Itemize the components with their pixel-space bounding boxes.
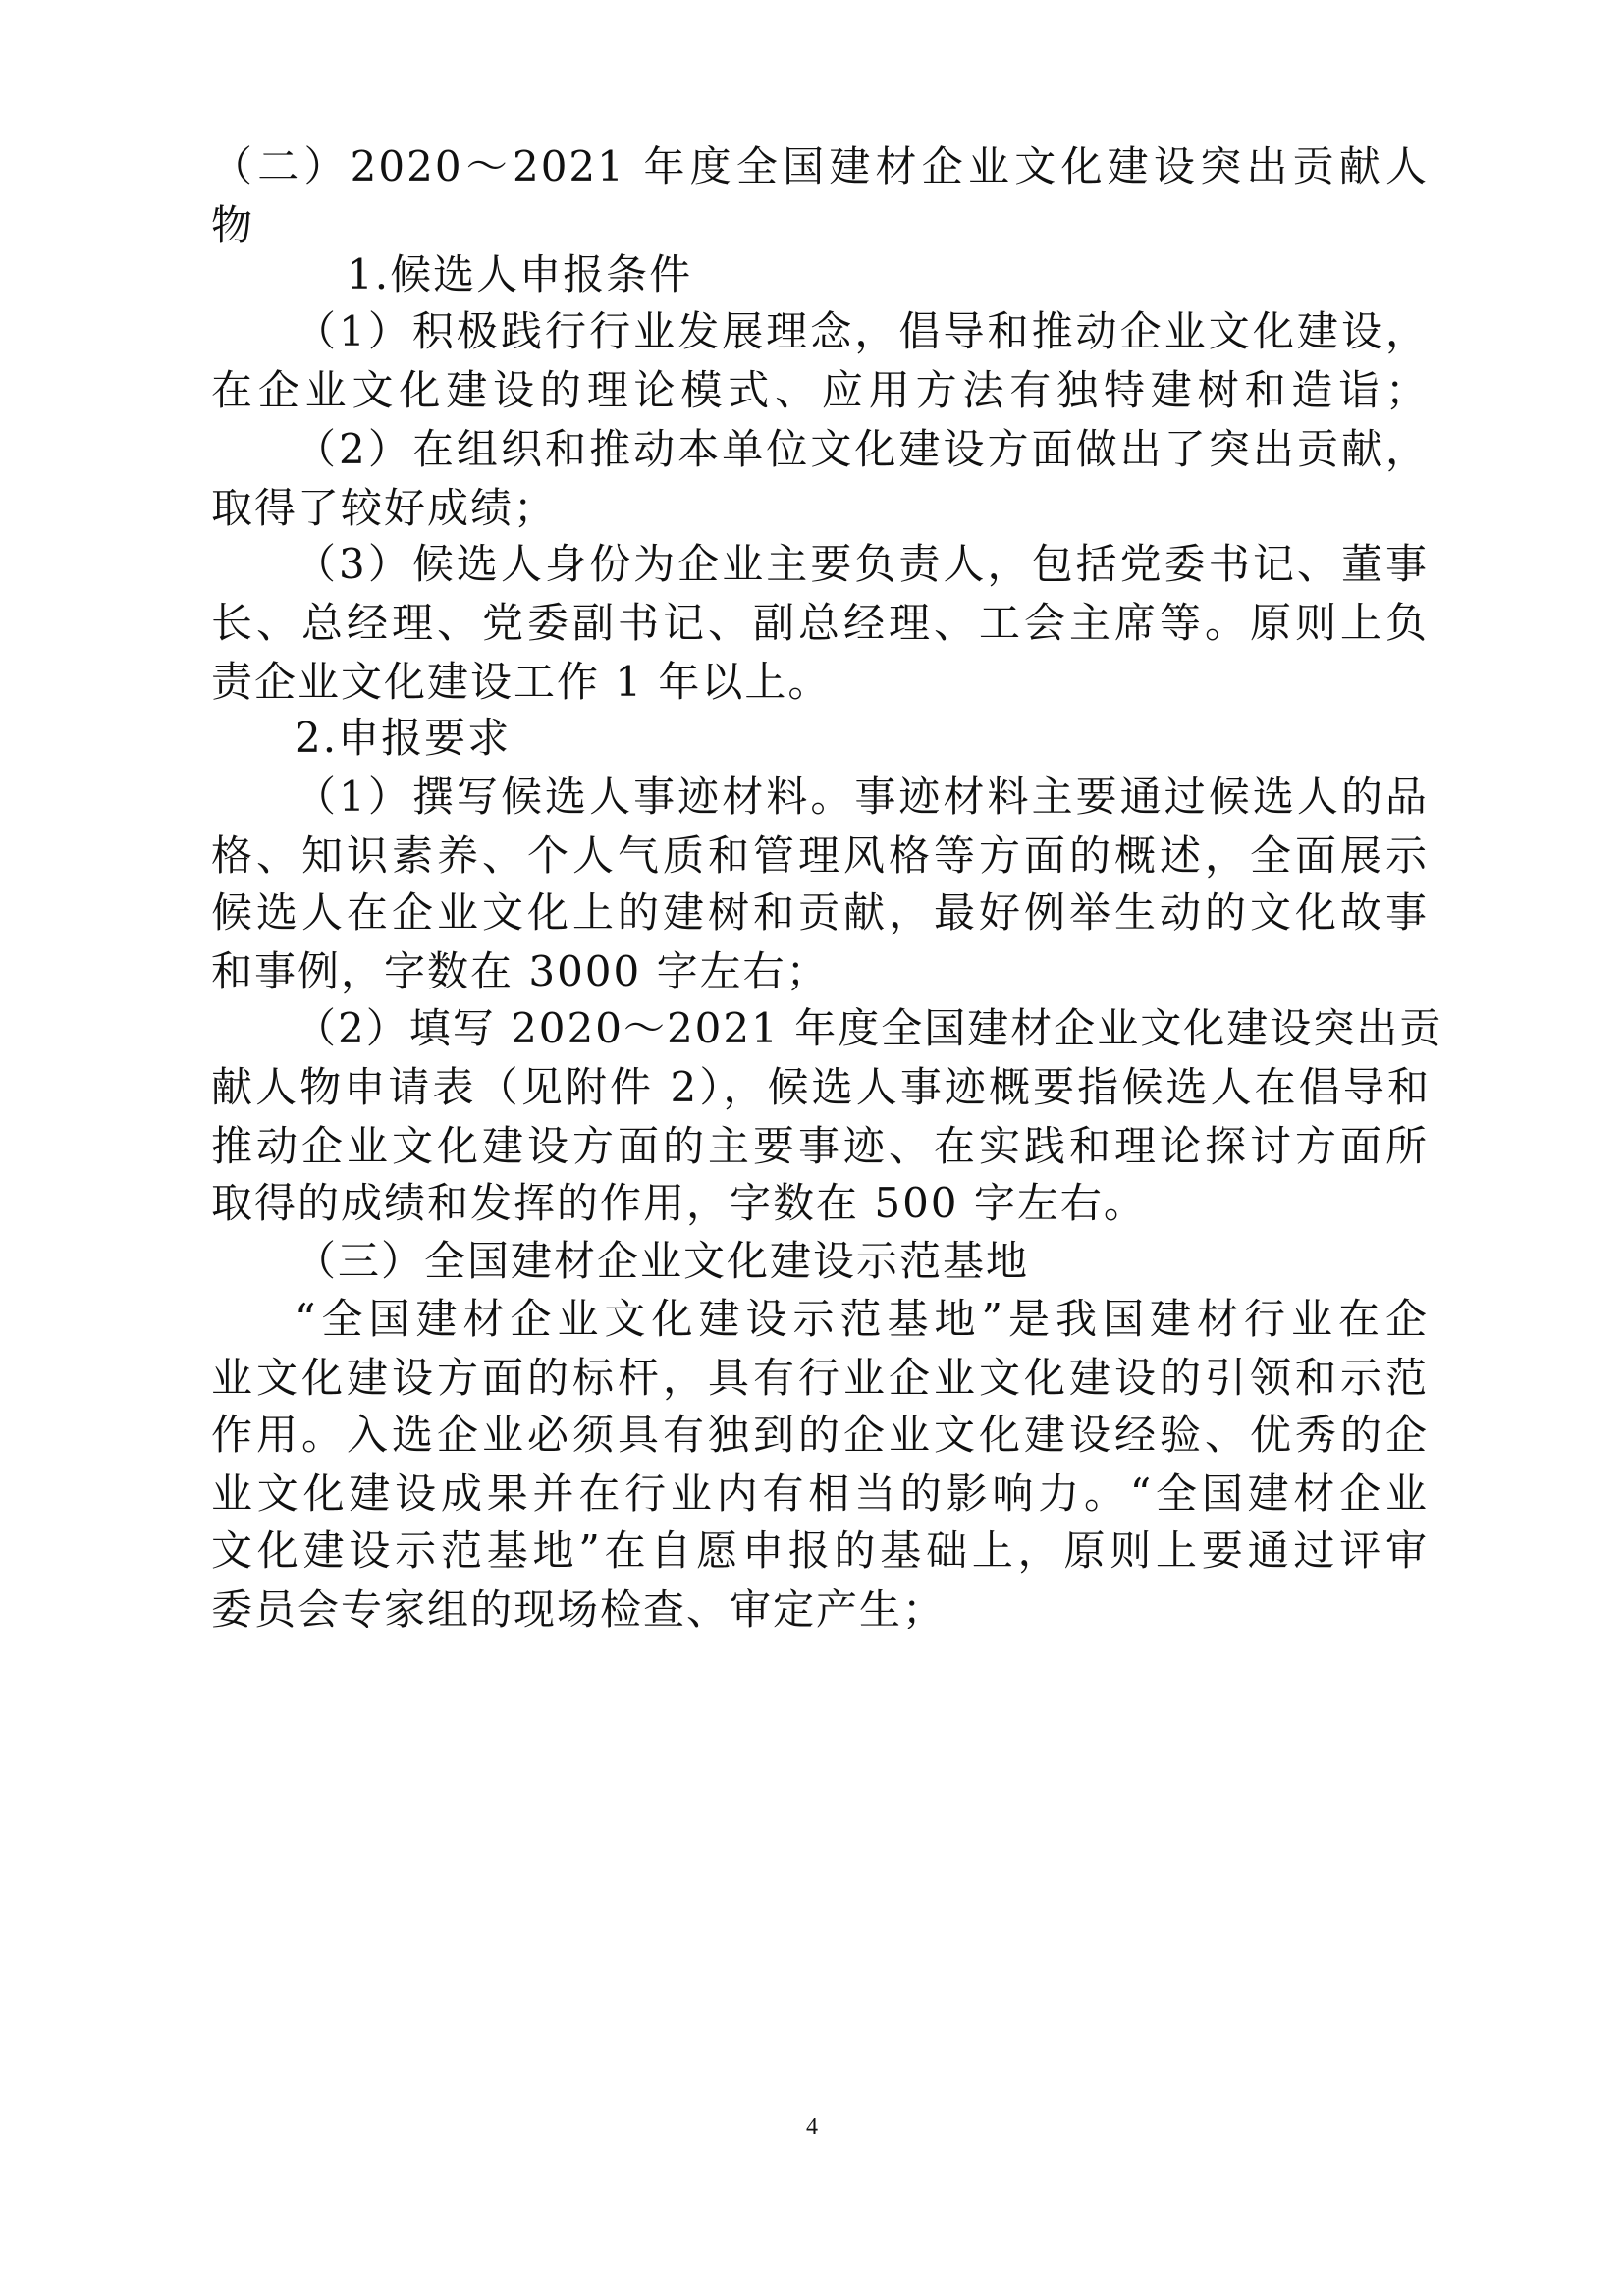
section-heading-2-continued: 物 [211,201,255,249]
paragraph-line: 业文化建设成果并在行业内有相当的影响力。“全国建材企业 [211,1469,1429,1518]
section-heading-3: （三）全国建材企业文化建设示范基地 [295,1237,1030,1285]
paragraph-line: 责企业文化建设工作 1 年以上。 [211,658,832,706]
paragraph-line: 取得了较好成绩； [211,484,558,532]
subheading-application-requirements: 2.申报要求 [295,714,512,762]
paragraph-line: 作用。入选企业必须具有独到的企业文化建设经验、优秀的企 [211,1411,1429,1459]
paragraph-line: 格、知识素养、个人气质和管理风格等方面的概述，全面展示 [211,831,1429,880]
paragraph-line: 献人物申请表（见附件 2），候选人事迹概要指候选人在倡导和 [211,1063,1429,1111]
page-number: 4 [806,2114,818,2140]
paragraph-line: 文化建设示范基地”在自愿申报的基础上，原则上要通过评审 [211,1526,1429,1575]
section-heading-2: （二）2020～2021 年度全国建材企业文化建设突出贡献人 [211,142,1429,190]
paragraph-line: “全国建材企业文化建设示范基地”是我国建材行业在企 [295,1295,1429,1343]
paragraph-line: 取得的成绩和发挥的作用，字数在 500 字左右。 [211,1179,1147,1227]
paragraph-line: 在企业文化建设的理论模式、应用方法有独特建树和造诣； [211,366,1429,414]
paragraph-line: （2）在组织和推动本单位文化建设方面做出了突出贡献， [295,425,1429,473]
paragraph-line: （2）填写 2020～2021 年度全国建材企业文化建设突出贡 [295,1004,1443,1052]
paragraph-line: 候选人在企业文化上的建树和贡献，最好例举生动的文化故事 [211,888,1429,936]
paragraph-line: 长、总经理、党委副书记、副总经理、工会主席等。原则上负 [211,599,1429,647]
paragraph-line: 和事例，字数在 3000 字左右； [211,947,830,995]
paragraph-line: 委员会专家组的现场检查、审定产生； [211,1585,947,1633]
subheading-candidate-conditions: 1.候选人申报条件 [347,250,693,298]
paragraph-line: 业文化建设方面的标杆，具有行业企业文化建设的引领和示范 [211,1354,1429,1402]
paragraph-line: （1）积极践行行业发展理念，倡导和推动企业文化建设， [295,307,1429,355]
paragraph-line: （1）撰写候选人事迹材料。事迹材料主要通过候选人的品 [295,773,1429,821]
paragraph-line: 推动企业文化建设方面的主要事迹、在实践和理论探讨方面所 [211,1122,1429,1170]
paragraph-line: （3）候选人身份为企业主要负责人，包括党委书记、董事 [295,540,1429,588]
